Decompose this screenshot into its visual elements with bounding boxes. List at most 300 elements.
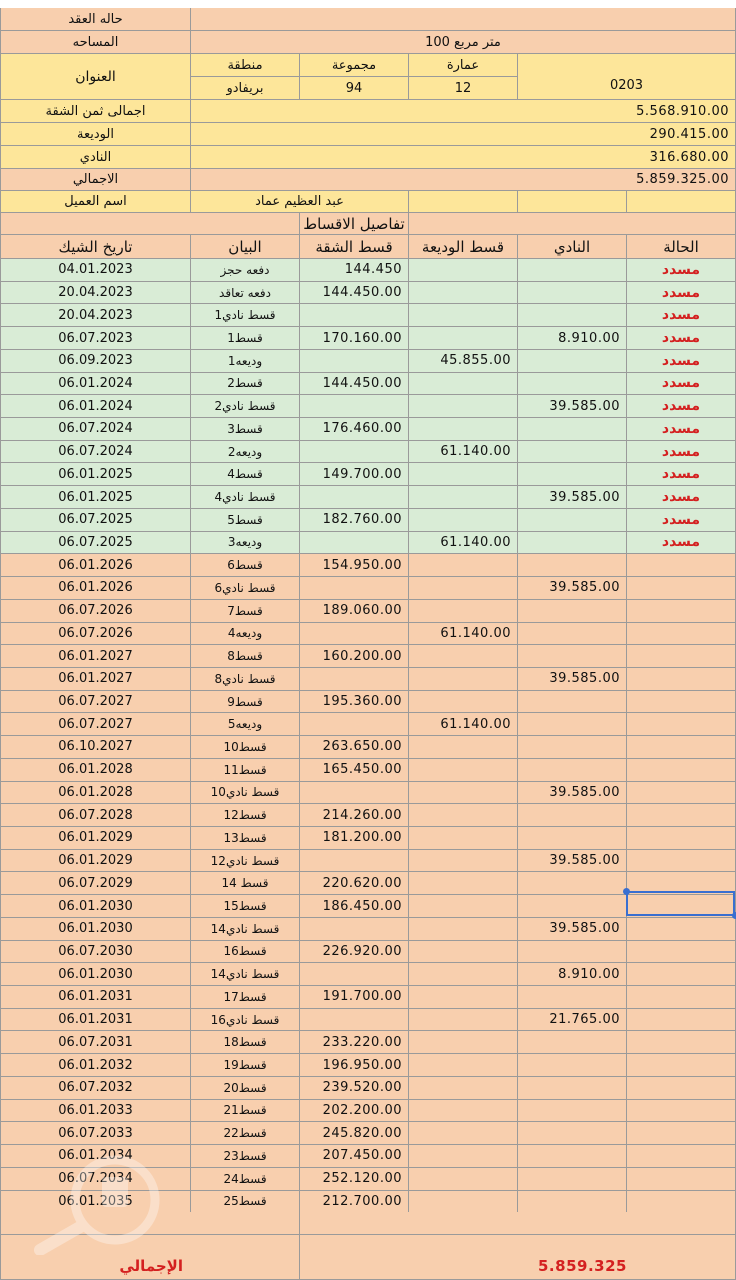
- cell-statement[interactable]: [191, 895, 300, 918]
- cell-status[interactable]: [627, 509, 736, 532]
- cell-apartment[interactable]: [300, 1031, 409, 1054]
- cell-status[interactable]: [627, 1100, 736, 1123]
- cell-club[interactable]: [518, 804, 627, 827]
- cell-status[interactable]: [627, 1077, 736, 1100]
- cell-date[interactable]: [0, 804, 191, 827]
- cell-deposit[interactable]: [409, 668, 518, 691]
- cell-club[interactable]: [518, 282, 627, 305]
- cell-deposit[interactable]: [409, 463, 518, 486]
- spacer-cell[interactable]: [300, 1212, 736, 1235]
- cell-status[interactable]: [627, 1191, 736, 1214]
- cell-club[interactable]: [518, 691, 627, 714]
- cell-statement[interactable]: [191, 1031, 300, 1054]
- cell-date[interactable]: [0, 1077, 191, 1100]
- cell-date[interactable]: [0, 895, 191, 918]
- cell-deposit[interactable]: [409, 736, 518, 759]
- cell-statement[interactable]: [191, 1168, 300, 1191]
- cell-status[interactable]: [627, 1009, 736, 1032]
- cell-statement[interactable]: [191, 327, 300, 350]
- cell-date[interactable]: [0, 373, 191, 396]
- cell-club[interactable]: [518, 736, 627, 759]
- cell-club[interactable]: [518, 350, 627, 373]
- cell-statement[interactable]: [191, 804, 300, 827]
- cell-status[interactable]: [627, 918, 736, 941]
- cell-statement[interactable]: [191, 600, 300, 623]
- cell-apartment[interactable]: [300, 895, 409, 918]
- cell-statement[interactable]: [191, 1145, 300, 1168]
- cell-apartment[interactable]: [300, 600, 409, 623]
- cell-date[interactable]: [0, 1054, 191, 1077]
- cell-date-text: 06.01.2027: [58, 648, 133, 664]
- cell-apartment[interactable]: [300, 1054, 409, 1077]
- cell-club[interactable]: [518, 600, 627, 623]
- deposit-value[interactable]: 290.415.00: [191, 123, 736, 146]
- cell-club[interactable]: [518, 895, 627, 918]
- cell-status[interactable]: [627, 804, 736, 827]
- cell-deposit[interactable]: [409, 282, 518, 305]
- cell-status[interactable]: [627, 304, 736, 327]
- grand-total-label[interactable]: الاجمالي: [0, 169, 191, 191]
- table-row: [0, 918, 736, 941]
- cell-deposit[interactable]: [409, 327, 518, 350]
- cell-deposit[interactable]: [409, 1009, 518, 1032]
- cell-statement[interactable]: [191, 736, 300, 759]
- cell-date[interactable]: [0, 486, 191, 509]
- cell-statement[interactable]: [191, 918, 300, 941]
- cell-deposit[interactable]: [409, 350, 518, 373]
- cell-date[interactable]: [0, 509, 191, 532]
- contract-status-label[interactable]: حاله العقد: [0, 8, 191, 31]
- cell-date[interactable]: [0, 759, 191, 782]
- cell-deposit[interactable]: [409, 1191, 518, 1214]
- cell-deposit[interactable]: [409, 486, 518, 509]
- installments-title[interactable]: تفاصيل الاقساط: [300, 213, 409, 235]
- cell-date[interactable]: [0, 350, 191, 373]
- cell-date-text: 06.07.2032: [58, 1080, 133, 1096]
- cell-club[interactable]: [518, 941, 627, 964]
- cell-status[interactable]: [627, 373, 736, 396]
- table-row: [0, 509, 736, 532]
- cell-statement[interactable]: [191, 441, 300, 464]
- cell-deposit[interactable]: [409, 509, 518, 532]
- cell-statement[interactable]: [191, 850, 300, 873]
- cell-apartment[interactable]: [300, 804, 409, 827]
- cell-apartment[interactable]: [300, 986, 409, 1009]
- cell-club[interactable]: [518, 872, 627, 895]
- cell-date[interactable]: [0, 1100, 191, 1123]
- cell-deposit[interactable]: [409, 373, 518, 396]
- zone-label[interactable]: منطقة: [191, 54, 300, 77]
- cell-statement[interactable]: [191, 1122, 300, 1145]
- building-label[interactable]: عمارة: [409, 54, 518, 77]
- cell-date[interactable]: [0, 577, 191, 600]
- cell-deposit[interactable]: [409, 304, 518, 327]
- cell-date[interactable]: [0, 441, 191, 464]
- cell-statement[interactable]: [191, 1009, 300, 1032]
- cell-apartment[interactable]: [300, 668, 409, 691]
- cell-statement[interactable]: [191, 259, 300, 282]
- cell-date[interactable]: [0, 782, 191, 805]
- cell-status[interactable]: [627, 418, 736, 441]
- cell-club[interactable]: [518, 1191, 627, 1214]
- cell-deposit[interactable]: [409, 1054, 518, 1077]
- cell-statement[interactable]: [191, 623, 300, 646]
- cell-statement[interactable]: [191, 554, 300, 577]
- cell-apartment[interactable]: [300, 532, 409, 555]
- cell-club[interactable]: [518, 259, 627, 282]
- cell-club[interactable]: [518, 963, 627, 986]
- col-header-date[interactable]: تاريخ الشيك: [0, 235, 191, 259]
- cell-statement[interactable]: [191, 395, 300, 418]
- cell-apartment[interactable]: [300, 782, 409, 805]
- col-header-club[interactable]: النادي: [518, 235, 627, 259]
- cell-club[interactable]: [518, 418, 627, 441]
- cell-apartment[interactable]: [300, 282, 409, 305]
- cell-statement[interactable]: [191, 282, 300, 305]
- cell-status[interactable]: [627, 554, 736, 577]
- cell-statement-text: قسط4: [227, 467, 263, 482]
- cell-club[interactable]: [518, 668, 627, 691]
- table-row: [0, 713, 736, 736]
- cell-date[interactable]: [0, 327, 191, 350]
- cell-status[interactable]: [627, 327, 736, 350]
- cell-deposit[interactable]: [409, 577, 518, 600]
- cell-statement[interactable]: [191, 691, 300, 714]
- cell-statement[interactable]: [191, 827, 300, 850]
- cell-status[interactable]: [627, 623, 736, 646]
- cell-deposit[interactable]: [409, 1168, 518, 1191]
- contract-status-value[interactable]: [191, 8, 736, 31]
- cell-statement[interactable]: [191, 463, 300, 486]
- cell-date[interactable]: [0, 304, 191, 327]
- cell-status[interactable]: [627, 645, 736, 668]
- cell-date[interactable]: [0, 600, 191, 623]
- cell-apartment[interactable]: [300, 645, 409, 668]
- address-label[interactable]: العنوان: [0, 54, 191, 100]
- cell-statement[interactable]: [191, 1077, 300, 1100]
- cell-deposit[interactable]: [409, 1077, 518, 1100]
- cell-apartment[interactable]: [300, 554, 409, 577]
- cell-club[interactable]: [518, 1100, 627, 1123]
- cell-statement[interactable]: [191, 759, 300, 782]
- col-header-statement[interactable]: البيان: [191, 235, 300, 259]
- cell-date-text: 06.07.2027: [58, 694, 133, 710]
- cell-date[interactable]: [0, 918, 191, 941]
- cell-statement-text: قسط21: [223, 1103, 267, 1118]
- cell-apartment[interactable]: [300, 327, 409, 350]
- cell-status[interactable]: [627, 850, 736, 873]
- cell-date[interactable]: [0, 418, 191, 441]
- cell-apartment[interactable]: [300, 1145, 409, 1168]
- cell-status[interactable]: [627, 963, 736, 986]
- total-price-label[interactable]: اجمالى ثمن الشقة: [0, 100, 191, 123]
- cell-deposit[interactable]: [409, 963, 518, 986]
- cell-club[interactable]: [518, 486, 627, 509]
- club-label[interactable]: النادي: [0, 146, 191, 169]
- cell-statement[interactable]: [191, 1191, 300, 1214]
- cell-apartment[interactable]: [300, 577, 409, 600]
- cell-apartment[interactable]: [300, 373, 409, 396]
- cell-status[interactable]: [627, 668, 736, 691]
- cell-statement[interactable]: [191, 304, 300, 327]
- cell-club[interactable]: [518, 850, 627, 873]
- cell-status[interactable]: [627, 827, 736, 850]
- cell-club[interactable]: [518, 532, 627, 555]
- cell-status[interactable]: [627, 1031, 736, 1054]
- cell-date[interactable]: [0, 463, 191, 486]
- cell-deposit[interactable]: [409, 259, 518, 282]
- cell-club[interactable]: [518, 645, 627, 668]
- cell-deposit[interactable]: [409, 713, 518, 736]
- cell-deposit[interactable]: [409, 1100, 518, 1123]
- building-value[interactable]: 12: [409, 77, 518, 100]
- cell-club[interactable]: [518, 554, 627, 577]
- cell-apartment[interactable]: [300, 350, 409, 373]
- cell-status[interactable]: [627, 577, 736, 600]
- cell-statement[interactable]: [191, 963, 300, 986]
- cell-club[interactable]: [518, 373, 627, 396]
- cell-deposit[interactable]: [409, 532, 518, 555]
- cell-apartment[interactable]: [300, 918, 409, 941]
- cell-deposit[interactable]: [409, 1145, 518, 1168]
- cell-date[interactable]: [0, 691, 191, 714]
- cell-deposit[interactable]: [409, 759, 518, 782]
- cell-statement[interactable]: [191, 872, 300, 895]
- cell-deposit[interactable]: [409, 895, 518, 918]
- cell-date[interactable]: [0, 668, 191, 691]
- cell-date[interactable]: [0, 1009, 191, 1032]
- zone-value[interactable]: بريفادو: [191, 77, 300, 100]
- cell-apartment[interactable]: [300, 623, 409, 646]
- row-total-price: [0, 100, 736, 123]
- cell-status[interactable]: [627, 1122, 736, 1145]
- cell-apartment[interactable]: [300, 691, 409, 714]
- cell-status[interactable]: [627, 282, 736, 305]
- cell-selection[interactable]: [626, 891, 735, 916]
- cell-date[interactable]: [0, 395, 191, 418]
- cell-apartment[interactable]: [300, 1168, 409, 1191]
- cell-club[interactable]: [518, 304, 627, 327]
- cell-status[interactable]: [627, 736, 736, 759]
- cell-date[interactable]: [0, 259, 191, 282]
- cell-status[interactable]: [627, 1054, 736, 1077]
- cell-apartment[interactable]: [300, 963, 409, 986]
- cell-apartment[interactable]: [300, 1077, 409, 1100]
- club-value[interactable]: 316.680.00: [191, 146, 736, 169]
- cell-apartment[interactable]: [300, 441, 409, 464]
- cell-club[interactable]: [518, 1077, 627, 1100]
- watermark-logo: [30, 1155, 160, 1255]
- cell-status[interactable]: [627, 532, 736, 555]
- cell-apartment[interactable]: [300, 463, 409, 486]
- cell-date[interactable]: [0, 282, 191, 305]
- cell-date[interactable]: [0, 941, 191, 964]
- cell-apartment[interactable]: [300, 259, 409, 282]
- cell-statement-text: وديعه2: [227, 444, 263, 459]
- cell-status[interactable]: [627, 1168, 736, 1191]
- cell-club[interactable]: [518, 1054, 627, 1077]
- cell-club[interactable]: [518, 623, 627, 646]
- cell-deposit[interactable]: [409, 941, 518, 964]
- cell-statement[interactable]: [191, 509, 300, 532]
- cell-deposit[interactable]: [409, 782, 518, 805]
- cell-apartment[interactable]: [300, 1009, 409, 1032]
- selection-handle[interactable]: [732, 912, 736, 919]
- cell-statement[interactable]: [191, 1100, 300, 1123]
- cell-deposit[interactable]: [409, 804, 518, 827]
- cell-date[interactable]: [0, 736, 191, 759]
- cell-deposit[interactable]: [409, 1122, 518, 1145]
- cell-date[interactable]: [0, 872, 191, 895]
- cell-status[interactable]: [627, 713, 736, 736]
- cell-date[interactable]: [0, 623, 191, 646]
- cell-statement[interactable]: [191, 941, 300, 964]
- cell-apartment[interactable]: [300, 509, 409, 532]
- title-empty-cell[interactable]: [0, 213, 300, 235]
- client-empty-cell[interactable]: [627, 191, 736, 213]
- cell-date[interactable]: [0, 963, 191, 986]
- cell-deposit[interactable]: [409, 1031, 518, 1054]
- area-label[interactable]: المساحه: [0, 31, 191, 54]
- cell-statement[interactable]: [191, 418, 300, 441]
- cell-statement[interactable]: [191, 782, 300, 805]
- cell-status[interactable]: [627, 350, 736, 373]
- cell-deposit[interactable]: [409, 850, 518, 873]
- cell-status[interactable]: [627, 1145, 736, 1168]
- cell-apartment-text: 165.450.00: [322, 762, 402, 778]
- cell-status[interactable]: [627, 782, 736, 805]
- footer-total-value-cell[interactable]: [300, 1235, 736, 1280]
- cell-club[interactable]: [518, 1009, 627, 1032]
- client-value[interactable]: عبد العظيم عماد: [191, 191, 409, 213]
- cell-status[interactable]: [627, 600, 736, 623]
- cell-date[interactable]: [0, 645, 191, 668]
- cell-date[interactable]: [0, 827, 191, 850]
- cell-statement[interactable]: [191, 1054, 300, 1077]
- cell-date[interactable]: [0, 850, 191, 873]
- cell-club[interactable]: [518, 1168, 627, 1191]
- cell-status[interactable]: [627, 441, 736, 464]
- col-header-status[interactable]: الحالة: [627, 235, 736, 259]
- cell-statement[interactable]: [191, 486, 300, 509]
- col-header-apartment[interactable]: قسط الشقة: [300, 235, 409, 259]
- table-row: [0, 1054, 736, 1077]
- cell-club[interactable]: [518, 782, 627, 805]
- cell-club[interactable]: [518, 713, 627, 736]
- cell-statement[interactable]: [191, 373, 300, 396]
- cell-status[interactable]: [627, 395, 736, 418]
- cell-statement[interactable]: [191, 986, 300, 1009]
- cell-status[interactable]: [627, 691, 736, 714]
- cell-deposit[interactable]: [409, 691, 518, 714]
- cell-apartment[interactable]: [300, 1100, 409, 1123]
- cell-date[interactable]: [0, 532, 191, 555]
- cell-deposit[interactable]: [409, 623, 518, 646]
- cell-apartment[interactable]: [300, 736, 409, 759]
- cell-apartment[interactable]: [300, 872, 409, 895]
- cell-status[interactable]: [627, 986, 736, 1009]
- cell-club[interactable]: [518, 509, 627, 532]
- cell-statement[interactable]: [191, 668, 300, 691]
- apartment-value[interactable]: 0203: [518, 54, 736, 100]
- cell-status[interactable]: [627, 463, 736, 486]
- cell-status[interactable]: [627, 486, 736, 509]
- cell-deposit[interactable]: [409, 918, 518, 941]
- cell-deposit[interactable]: [409, 872, 518, 895]
- group-value[interactable]: 94: [300, 77, 409, 100]
- cell-date[interactable]: [0, 986, 191, 1009]
- cell-deposit[interactable]: [409, 418, 518, 441]
- cell-apartment[interactable]: [300, 713, 409, 736]
- cell-deposit[interactable]: [409, 986, 518, 1009]
- cell-deposit[interactable]: [409, 554, 518, 577]
- cell-date[interactable]: [0, 554, 191, 577]
- cell-club[interactable]: [518, 918, 627, 941]
- cell-date[interactable]: [0, 1122, 191, 1145]
- cell-club[interactable]: [518, 577, 627, 600]
- cell-statement[interactable]: [191, 713, 300, 736]
- cell-apartment[interactable]: [300, 395, 409, 418]
- cell-club[interactable]: [518, 441, 627, 464]
- cell-apartment[interactable]: [300, 850, 409, 873]
- client-label[interactable]: اسم العميل: [0, 191, 191, 213]
- cell-apartment[interactable]: [300, 304, 409, 327]
- cell-deposit[interactable]: [409, 827, 518, 850]
- cell-apartment[interactable]: [300, 941, 409, 964]
- cell-status[interactable]: [627, 941, 736, 964]
- cell-deposit[interactable]: [409, 645, 518, 668]
- client-empty-cell[interactable]: [409, 191, 518, 213]
- cell-deposit[interactable]: [409, 441, 518, 464]
- group-label[interactable]: مجموعة: [300, 54, 409, 77]
- title-empty-cell[interactable]: [409, 213, 736, 235]
- cell-deposit[interactable]: [409, 600, 518, 623]
- client-empty-cell[interactable]: [518, 191, 627, 213]
- area-value[interactable]: 100 متر مربع: [191, 31, 736, 54]
- cell-apartment[interactable]: [300, 1122, 409, 1145]
- cell-status[interactable]: [627, 759, 736, 782]
- cell-club[interactable]: [518, 1031, 627, 1054]
- cell-club[interactable]: [518, 395, 627, 418]
- col-header-deposit[interactable]: قسط الوديعة: [409, 235, 518, 259]
- total-price-value[interactable]: 5.568.910.00: [191, 100, 736, 123]
- cell-date-text: 06.07.2024: [58, 421, 133, 437]
- cell-club[interactable]: [518, 463, 627, 486]
- grand-total-value[interactable]: 5.859.325.00: [191, 169, 736, 191]
- cell-club[interactable]: [518, 986, 627, 1009]
- cell-club[interactable]: [518, 827, 627, 850]
- cell-statement[interactable]: [191, 645, 300, 668]
- cell-statement[interactable]: [191, 532, 300, 555]
- cell-status[interactable]: [627, 259, 736, 282]
- cell-statement[interactable]: [191, 350, 300, 373]
- cell-statement[interactable]: [191, 577, 300, 600]
- cell-apartment[interactable]: [300, 827, 409, 850]
- cell-date[interactable]: [0, 1031, 191, 1054]
- cell-date[interactable]: [0, 713, 191, 736]
- cell-apartment[interactable]: [300, 1191, 409, 1214]
- cell-apartment[interactable]: [300, 418, 409, 441]
- cell-club[interactable]: [518, 327, 627, 350]
- deposit-label[interactable]: الوديعة: [0, 123, 191, 146]
- cell-apartment[interactable]: [300, 486, 409, 509]
- cell-deposit[interactable]: [409, 395, 518, 418]
- cell-club[interactable]: [518, 759, 627, 782]
- cell-club[interactable]: [518, 1122, 627, 1145]
- cell-apartment[interactable]: [300, 759, 409, 782]
- selection-handle[interactable]: [623, 888, 630, 895]
- cell-club[interactable]: [518, 1145, 627, 1168]
